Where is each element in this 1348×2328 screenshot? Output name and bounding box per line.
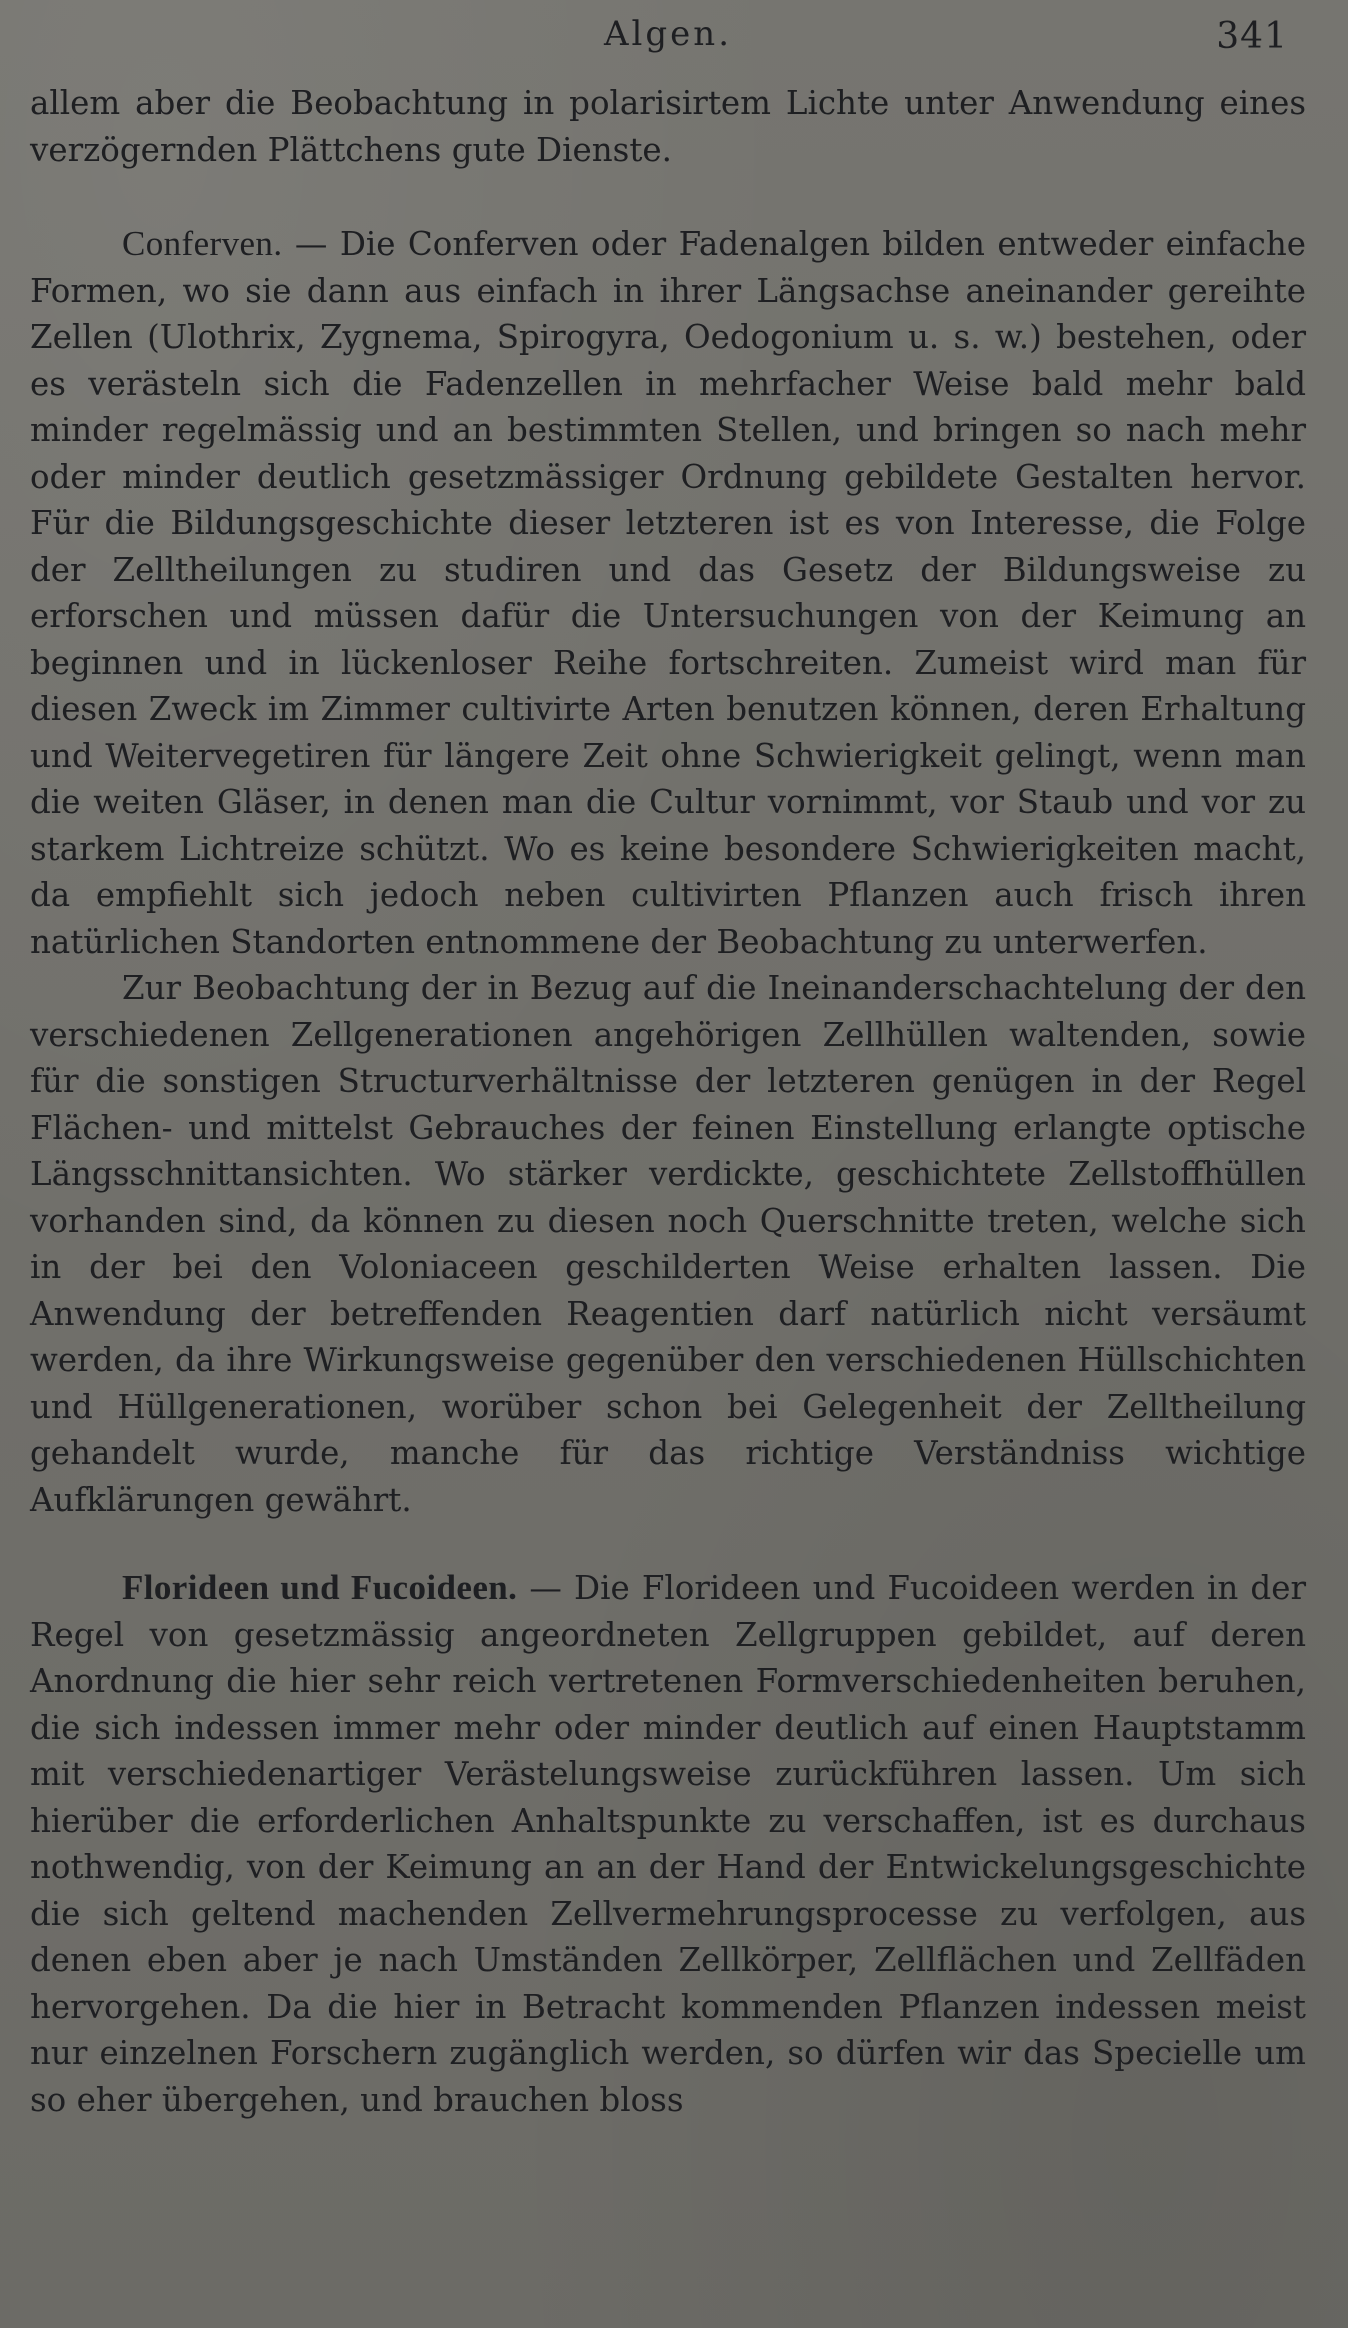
page-number: 341: [1216, 16, 1288, 57]
conferven-text: Die Conferven oder Fadenalgen bilden entweder einfache Formen, wo sie dann aus einfach in ihrer Längsachse aneinander gereihte Zellen (Ulothrix, Zygnema, Spirogyra, Oedogonium u. s. w.) bestehen, oder es verästeln sich die Fadenzellen in mehrfacher Weise bald mehr bald minder regelmässig und an bestimmten Stellen, und bringen so nach mehr oder minder deutlich gesetzmässiger Ordnung gebildete Gestalten hervor. Für die Bildungsgeschichte dieser letzteren ist es von Interesse, die Folge der Zelltheilungen zu studiren und das Gesetz der Bildungsweise zu erforschen und müssen dafür die Untersuchungen von der Keimung an beginnen und in lückenloser Reihe fortschreiten. Zumeist wird man für diesen Zweck im Zimmer cultivirte Arten benutzen können, deren Erhaltung und Weitervegetiren für längere Zeit ohne Schwierigkeit gelingt, wenn man die weiten Gläser, in denen man die Cultur vornimmt, vor Staub und vor zu starkem Lichtreize schützt. Wo es keine besondere Schwierigkeiten macht, da empfiehlt sich jedoch neben cultivirten Pflanzen auch frisch ihren natürlichen Standorten entnommene der Beobachtung zu unterwerfen.: [30, 225, 1306, 961]
florideen-text: Die Florideen und Fucoideen werden in der Regel von gesetzmässig angeordneten Zellgruppen gebildet, auf deren Anordnung die hier sehr reich vertretenen Formverschiedenheiten beruhen, die sich indessen immer mehr oder minder deutlich auf einen Hauptstamm mit verschiedenartiger Verästelungsweise zurückführen lassen. Um sich hierüber die erforderlichen Anhaltspunkte zu verschaffen, ist es durchaus nothwendig, von der Keimung an an der Hand der Entwickelungsgeschichte die sich geltend machenden Zellvermehrungsprocesse zu verfolgen, aus denen eben aber je nach Umständen Zellkörper, Zellflächen und Zellfäden hervorgehen. Da die hier in Betracht kommenden Pflanzen indessen meist nur einzelnen Forschern zugänglich werden, so dürfen wir das Specielle um so eher übergehen, und brauchen bloss: [30, 1569, 1306, 2119]
header-title: Algen.: [603, 14, 733, 54]
running-head: [30, 6, 1306, 56]
section-dash: —: [529, 1569, 562, 1607]
section-heading-conferven: Conferven.: [122, 224, 283, 263]
observation-paragraph: Zur Beobachtung der in Bezug auf die Ineinanderschachtelung der den verschiedenen Zellgenerationen angehörigen Zellhüllen waltenden, sowie für die sonstigen Structurverhältnisse der letzteren genügen in der Regel Flächen- und mittelst Gebrauches der feinen Einstellung erlangte optische Längsschnittansichten. Wo stärker verdickte, geschichtete Zellstoffhüllen vorhanden sind, da können zu diesen noch Querschnitte treten, welche sich in der bei den Voloniaceen geschilderten Weise erhalten lassen. Die Anwendung der betreffenden Reagentien darf natürlich nicht versäumt werden, da ihre Wirkungsweise gegenüber den verschiedenen Hüllschichten und Hüllgenerationen, worüber schon bei Gelegenheit der Zelltheilung gehandelt wurde, manche für das richtige Verständniss wichtige Aufklärungen gewährt.: [30, 969, 1306, 1519]
florideen-paragraph: [30, 1565, 1306, 2123]
opening-fragment: allem aber die Beobachtung in polarisirtem Lichte unter Anwendung eines verzögernden Plättchens gute Dienste.: [30, 84, 1306, 169]
section-dash: —: [294, 225, 328, 263]
section-heading-florideen: Florideen und Fucoideen.: [122, 1568, 518, 1607]
conferven-paragraph: [30, 221, 1306, 965]
main-text: [30, 80, 1306, 2123]
